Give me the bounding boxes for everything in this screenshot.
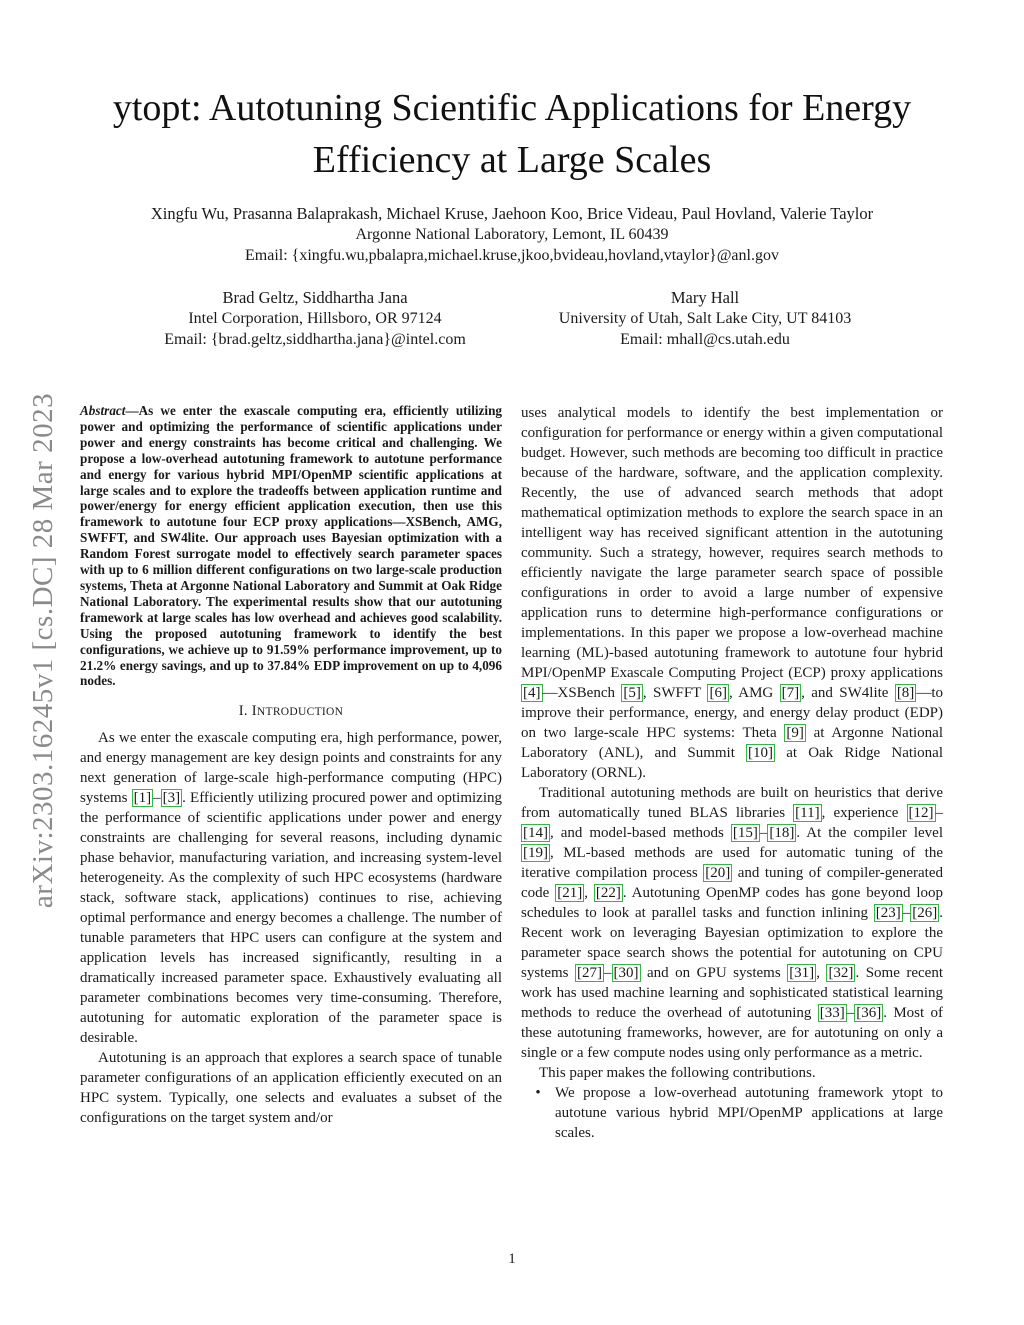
citation-dash: – (902, 905, 911, 921)
citation-link[interactable]: [21] (557, 885, 583, 901)
author-names-intel: Brad Geltz, Siddhartha Jana (222, 288, 408, 307)
citation-link[interactable]: [23] (875, 905, 901, 921)
contribution-bullet (521, 1083, 943, 1143)
email-intel: Email: {brad.geltz,siddhartha.jana}@intel.com (164, 331, 466, 348)
text-span: . At the compiler level (796, 825, 943, 841)
text-span: , AMG (728, 685, 780, 701)
affiliation-utah: University of Utah, Salt Lake City, UT 84103 (558, 310, 852, 327)
section-heading-introduction (80, 703, 502, 720)
abstract-text: —As we enter the exascale computing era, efficiently utilizing power and optimizing the performance of scientific applications under power and energy constraints has become critical and challenging. We propose a low-overhead autotuning framework to autotune performance and energy for various hybrid MPI/OpenMP scientific applications at large scales and to explore the tradeoffs between application runtime and power/energy for energy efficient application execution, then use this framework to autotune four ECP proxy applications—XSBench, AMG, SWFFT, and SW4lite. Our approach uses Bayesian optimization with a Random Forest surrogate model to effectively search parameter spaces with up to 6 million different configurations on two large-scale production systems, Theta at Argonne National Laboratory and Summit at Oak Ridge National Laboratory. The experimental results show that our autotuning framework at large scales has low overhead and achieves good scalability. Using the proposed autotuning framework to identify the best configurations, we achieve up to 91.59% performance improvement, up to 21.2% energy savings, and up to 37.84% EDP improvement on up to 4,096 nodes. (80, 403, 502, 689)
citation-dash: – (846, 1005, 855, 1021)
text-span: and on GPU systems (640, 965, 788, 981)
citation-link[interactable]: [5] (623, 685, 641, 701)
abstract-label: Abstract (80, 403, 126, 418)
author-names-anl: Xingfu Wu, Prasanna Balaprakash, Michael Kruse, Jaehoon Koo, Brice Videau, Paul Hovland, Valerie Taylor (150, 204, 874, 223)
citation-link[interactable]: [12] (908, 805, 934, 821)
intro-p1-rest: . Efficiently utilizing procured power and optimizing the performance of scientific applications under power and energy constraints are challenging for several reasons, including dynamic phase behavior, manufacturing variation, and increasing system-level heterogeneity. As the complexity of such HPC ecosystems (hardware stack, software stack, applications) continues to rise, achieving optimal performance and energy becomes a challenge. The number of tunable parameters that HPC users can configure at the system and application levels has increased significantly, resulting in a dramatically increased parameter space. Exhaustively evaluating all parameter combinations becomes very time-consuming. Therefore, autotuning for automatic exploration of the parameter space is desirable. (80, 790, 503, 1047)
citation-link[interactable]: [10] (748, 745, 774, 761)
text-span: . Recent work on leveraging Bayesian optimization to explore the parameter space search shows the potential for autotuning on CPU systems (521, 905, 943, 981)
author-block-intel (130, 287, 500, 350)
text-span: , experience (821, 805, 907, 821)
citation-link[interactable]: [14] (523, 825, 548, 841)
author-names-utah: Mary Hall (670, 288, 740, 307)
paper-title: ytopt: Autotuning Scientific Applications for Energy Efficiency at Large Scales (112, 87, 912, 181)
citation-link[interactable]: [20] (705, 865, 731, 881)
citation-link[interactable]: [26] (912, 905, 938, 921)
text-span: , and SW4lite (801, 685, 895, 701)
citation-dash: – (153, 790, 161, 807)
citation-link[interactable]: [36] (856, 1005, 882, 1021)
text-span: —to improve their performance, energy, and energy delay product (EDP) on two large-scale HPC systems: Theta (521, 685, 943, 741)
citation-link[interactable]: [15] (732, 825, 758, 841)
citation-link[interactable]: [8] (896, 685, 915, 701)
contributions-intro: This paper makes the following contributions. (539, 1065, 816, 1081)
citation-link[interactable]: [1] (133, 790, 152, 807)
intro-paragraph-3 (521, 403, 943, 783)
text-span: . Autotuning OpenMP codes has gone beyond loop schedules to look at parallel tasks and function inlining (521, 885, 943, 921)
author-block-utah (520, 287, 890, 350)
bullet-dot-icon: • (535, 1085, 541, 1101)
email-anl: Email: {xingfu.wu,pbalapra,michael.kruse,jkoo,bvideau,hovland,vtaylor}@anl.gov (245, 247, 779, 264)
citation-link[interactable]: [4] (523, 685, 541, 701)
arxiv-stamp-text: arXiv:2303.16245v1 [cs.DC] 28 Mar 2023 (27, 392, 60, 908)
intro-paragraph-2: Autotuning is an approach that explores a search space of tunable parameter configurations of an application efficiently executed on an HPC system. Typically, one selects and evaluates a subset of the configurations on the target system and/or (80, 1050, 502, 1127)
citation-link[interactable]: [22] (595, 885, 621, 901)
text-span: , (584, 885, 594, 901)
text-span: at Oak Ridge National Laboratory (ORNL). (521, 745, 944, 781)
section-first-letter: I (251, 703, 257, 720)
page-number: 1 (508, 1251, 516, 1267)
abstract (80, 403, 502, 689)
citation-link[interactable]: [27] (577, 965, 603, 981)
citation-dash: – (604, 965, 612, 981)
section-number: I. (238, 703, 248, 720)
text-span: , SWFFT (642, 685, 708, 701)
section-title-rest: NTRODUCTION (256, 706, 344, 719)
citation-link[interactable]: [33] (819, 1005, 845, 1021)
text-span: , and model-based methods (550, 825, 731, 841)
citation-link[interactable]: [3] (162, 790, 181, 807)
text-span: —XSBench (542, 685, 622, 701)
citation-dash: – (759, 825, 768, 841)
arxiv-watermark (24, 350, 64, 950)
text-span: . Some recent work has used machine learning and sophisticated statistical learning methods to reduce the overhead of autotuning (521, 965, 943, 1021)
text-span: Traditional autotuning methods are built on heuristics that derive from automatically tuned BLAS libraries (521, 785, 943, 821)
affiliation-intel: Intel Corporation, Hillsboro, OR 97124 (188, 310, 442, 327)
email-utah: Email: mhall@cs.utah.edu (620, 331, 790, 348)
intro-paragraph-4 (521, 783, 943, 1063)
citation-link[interactable]: [7] (781, 685, 800, 701)
text-span: and tuning of compiler-generated code (521, 865, 943, 901)
citation-dash: – (935, 805, 944, 821)
right-column (521, 403, 943, 1143)
citation-link[interactable]: [18] (769, 825, 795, 841)
citation-link[interactable]: [11] (795, 805, 820, 821)
text-span: , ML-based methods are used for automatic tuning of the iterative compilation process (521, 845, 943, 881)
author-block-anl (70, 203, 954, 266)
affiliation-anl: Argonne National Laboratory, Lemont, IL 60439 (355, 226, 669, 243)
intro-p1-text: As we enter the exascale computing era, high performance, power, and energy management are key design points and constraints for any next generation of large-scale high-performance computing (HPC) systems (80, 730, 502, 807)
citation-link[interactable]: [9] (786, 725, 804, 741)
text-span: at Argonne National Laboratory (ANL), and Summit (521, 725, 943, 761)
citation-link[interactable]: [31] (789, 965, 815, 981)
citation-link[interactable]: [32] (828, 965, 854, 981)
left-column (80, 403, 502, 1128)
citation-link[interactable]: [30] (613, 965, 639, 981)
contribution-text: We propose a low-overhead autotuning framework ytopt to autotune various hybrid MPI/OpenMP applications at large scales. (555, 1085, 943, 1141)
intro-paragraph-1 (80, 728, 502, 1048)
citation-link[interactable]: [6] (709, 685, 727, 701)
intro-p3-text: uses analytical models to identify the best implementation or configuration for performance or energy within a given computational budget. However, such methods are becoming too difficult in practice because of the hardware, software, and the application complexity. Recently, the use of advanced search methods that adopt mathematical optimization methods to explore the search space in an intelligent way has received significant attention in the autotuning community. Such a strategy, however, requires search methods to efficiently navigate the large parameter search space of possible configurations in order to avoid a large number of expensive application runs to determine high-performance configurations or implementations. In this paper we propose a low-overhead machine learning (ML)-based autotuning framework to autotune four hybrid MPI/OpenMP Exascale Computing Project (ECP) proxy applications (521, 405, 943, 681)
text-span: , (816, 965, 827, 981)
text-span: . Most of these autotuning frameworks, however, are for autotuning on only a single or a few compute nodes using only performance as a metric. (521, 1005, 944, 1061)
citation-link[interactable]: [19] (523, 845, 548, 861)
